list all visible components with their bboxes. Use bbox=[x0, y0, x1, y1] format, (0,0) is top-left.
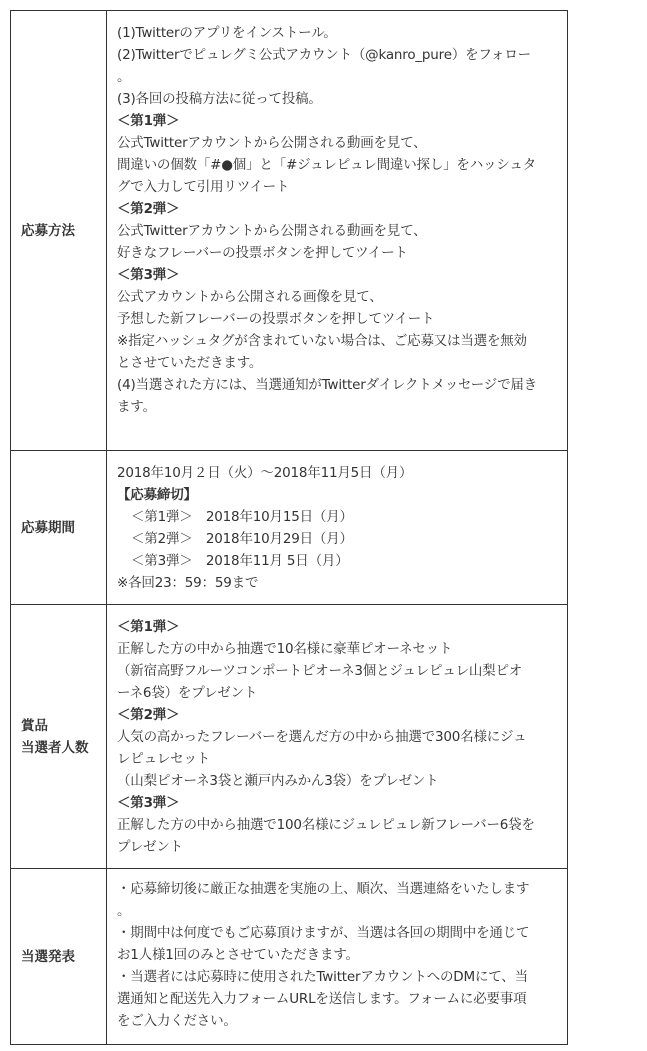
content-line: 間違いの個数「#●個」と「#ジュレピュレ間違い探し」をハッシュタ bbox=[117, 157, 536, 173]
content-line: ・応募締切後に厳正な抽選を実施の上、順次、当選連絡をいたします bbox=[117, 881, 530, 897]
table-row-announcement bbox=[11, 868, 567, 1044]
content-line: 。 bbox=[117, 903, 131, 919]
content-line: ＜第1弾＞ 2018年10月15日（月） bbox=[131, 509, 353, 525]
content-line: をご入力ください。 bbox=[117, 1013, 237, 1029]
row-header-text: 賞品 bbox=[21, 717, 48, 734]
content-line: ・当選者には応募時に使用されたTwitterアカウントへのDMにて、当 bbox=[117, 969, 528, 985]
content-line: グで入力して引用リツイート bbox=[117, 179, 290, 195]
content-line: 公式アカウントから公開される画像を見て、 bbox=[117, 289, 383, 305]
row-content bbox=[107, 451, 567, 604]
content-line: （山梨ピオーネ3袋と瀬戸内みかん3袋）をプレゼント bbox=[117, 773, 439, 789]
row-content bbox=[107, 869, 567, 1044]
row-header-text: 応募方法 bbox=[21, 222, 75, 239]
row-header-label bbox=[21, 715, 89, 759]
content-line: プレゼント bbox=[117, 839, 183, 855]
content-line: 公式Twitterアカウントから公開される動画を見て、 bbox=[117, 135, 427, 151]
content-line: 選通知と配送先入力フォームURLを送信します。フォームに必要事項 bbox=[117, 991, 527, 1007]
row-header-text: 当選者人数 bbox=[21, 739, 89, 756]
content-line: 予想した新フレーバーの投票ボタンを押してツイート bbox=[117, 311, 435, 327]
section-heading: ＜第3弾＞ bbox=[117, 795, 180, 811]
content-line: とさせていただきます。 bbox=[117, 355, 263, 371]
section-heading: ＜第1弾＞ bbox=[117, 619, 180, 635]
content-line: (2)Twitterでピュレグミ公式アカウント（@kanro_pure）をフォロー bbox=[117, 47, 531, 63]
content-line: 2018年10月２日（火）〜2018年11月5日（月） bbox=[117, 465, 413, 481]
row-header bbox=[11, 11, 107, 450]
content-line: ・期間中は何度でもご応募頂けますが、当選は各回の期間中を通じて bbox=[117, 925, 530, 941]
content-line: ※各回23：59：59まで bbox=[117, 575, 259, 591]
content-line: ます。 bbox=[117, 399, 156, 415]
table-row-entry-period bbox=[11, 450, 567, 604]
content-line: (1)Twitterのアプリをインストール。 bbox=[117, 25, 337, 41]
section-heading: ＜第1弾＞ bbox=[117, 113, 180, 129]
campaign-info-table bbox=[10, 10, 568, 1045]
content-line: ＜第2弾＞ 2018年10月29日（月） bbox=[131, 531, 353, 547]
row-header-text: 応募期間 bbox=[21, 519, 75, 536]
content-line: （新宿高野フルーツコンポートピオーネ3個とジュレピュレ山梨ピオ bbox=[117, 663, 523, 679]
section-heading: ＜第3弾＞ bbox=[117, 267, 180, 283]
table-row-entry-method bbox=[11, 11, 567, 450]
content-line: 正解した方の中から抽選で10名様に豪華ピオーネセット bbox=[117, 641, 453, 657]
content-line: 人気の高かったフレーバーを選んだ方の中から抽選で300名様にジュ bbox=[117, 729, 527, 745]
content-line: ーネ6袋）をプレゼント bbox=[117, 685, 258, 701]
content-line: (3)各回の投稿方法に従って投稿。 bbox=[117, 91, 322, 107]
content-line: お1人様1回のみとさせていただきます。 bbox=[117, 947, 359, 963]
content-line: 。 bbox=[117, 69, 131, 85]
content-line: 好きなフレーバーの投票ボタンを押してツイート bbox=[117, 245, 408, 261]
row-header bbox=[11, 451, 107, 604]
content-line: 公式Twitterアカウントから公開される動画を見て、 bbox=[117, 223, 427, 239]
row-header bbox=[11, 605, 107, 868]
row-header bbox=[11, 869, 107, 1044]
content-line: レピュレセット bbox=[117, 751, 211, 767]
content-line: (4)当選された方には、当選通知がTwitterダイレクトメッセージで届き bbox=[117, 377, 537, 393]
row-header-label bbox=[21, 517, 75, 539]
section-heading: ＜第2弾＞ bbox=[117, 707, 180, 723]
content-line: ※指定ハッシュタグが含まれていない場合は、ご応募又は当選を無効 bbox=[117, 333, 527, 349]
content-line: 正解した方の中から抽選で100名様にジュレピュレ新フレーバー6袋を bbox=[117, 817, 535, 833]
section-heading: 【応募締切】 bbox=[117, 487, 197, 503]
section-heading: ＜第2弾＞ bbox=[117, 201, 180, 217]
row-header-text: 当選発表 bbox=[21, 948, 75, 965]
row-content bbox=[107, 605, 567, 868]
row-header-label bbox=[21, 220, 75, 242]
table-row-prizes bbox=[11, 604, 567, 868]
content-line: ＜第3弾＞ 2018年11月 5日（月） bbox=[131, 553, 349, 569]
row-content bbox=[107, 11, 567, 450]
row-header-label bbox=[21, 946, 75, 968]
